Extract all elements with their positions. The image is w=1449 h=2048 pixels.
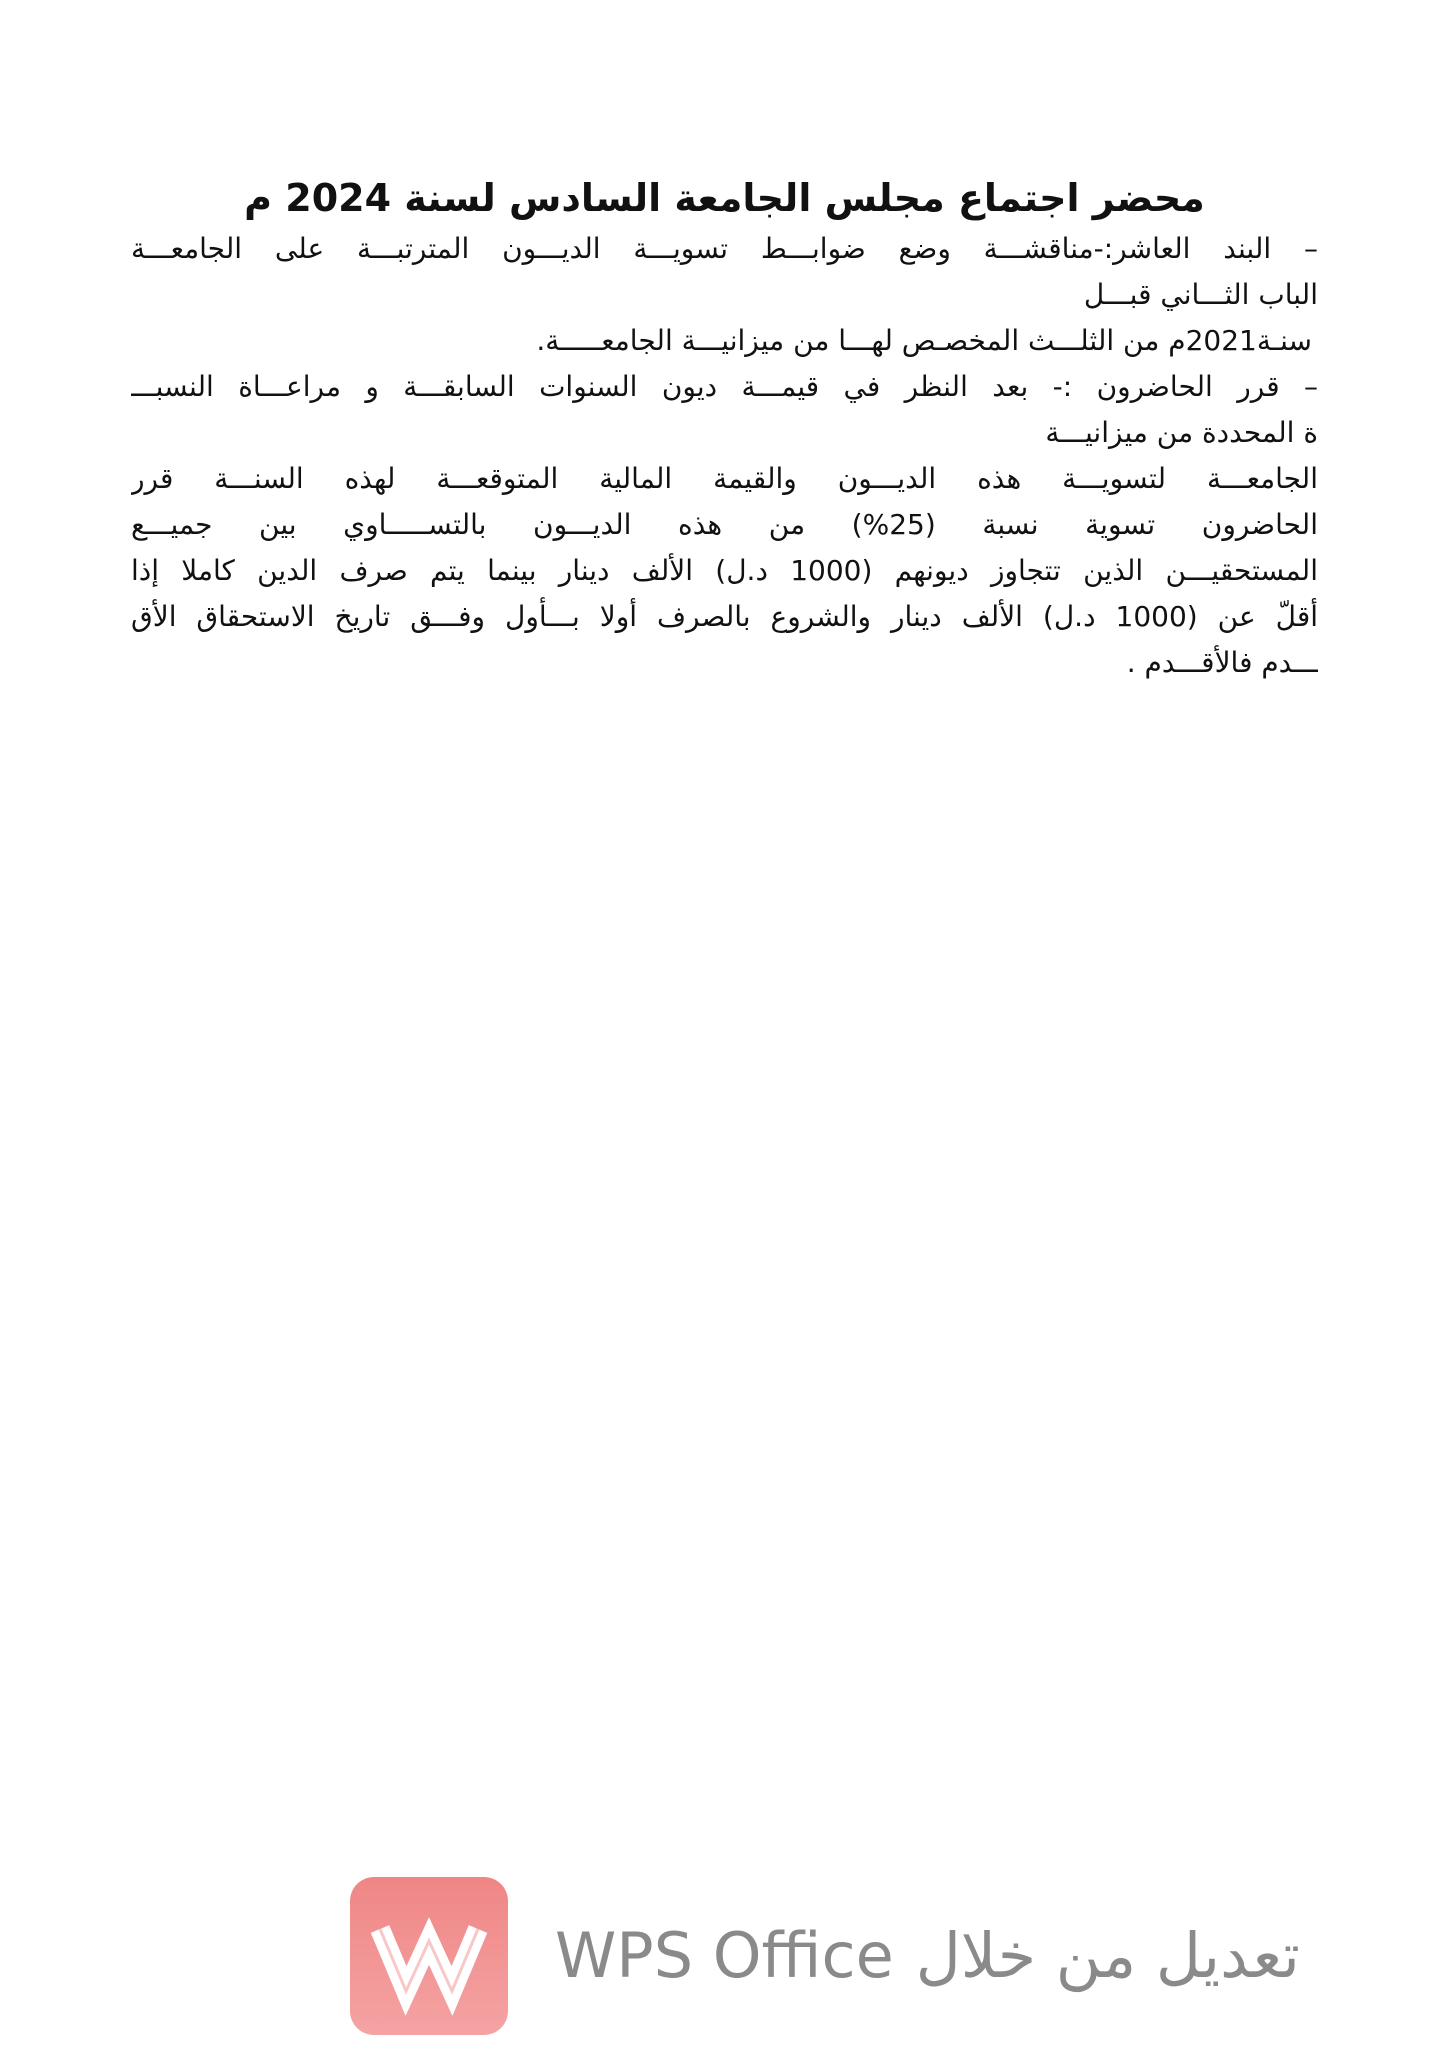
body-line: المستحقيـــن الذين تتجاوز ديونهم (1000 د.ل) الألف دينار بينما يتم صرف الدين كاملا إذا: [131, 554, 1318, 587]
wps-logo-icon: [350, 1877, 508, 2035]
watermark-prefix: تعديل من خلال: [915, 1919, 1300, 1992]
body-line: سنـة2021م من الثلـــث المخصـص لهـــا من ميزانيـــة الجامعـــــة.: [536, 324, 1312, 357]
body-line: ة المحددة من ميزانيـــة: [1045, 416, 1318, 449]
body-line: الحاضرون تسوية نسبة (25%) من هذه الديـــون بالتســـــاوي بين جميـــع: [131, 508, 1318, 541]
body-line: – قرر الحاضرون :- بعد النظر في قيمـــة ديون السنوات السابقـــة و مراعـــاة النسبـــ: [131, 370, 1318, 403]
body-line: ـــدم فالأقـــدم .: [1126, 646, 1318, 679]
body-line: – البند العاشر:-مناقشـــة وضع ضوابـــط تسويـــة الديـــون المترتبـــة على الجامعـــة: [131, 232, 1318, 265]
watermark-text: [555, 1913, 1355, 1999]
document-body: [131, 226, 1318, 686]
body-line: الجامعـــة لتسويـــة هذه الديـــون والقيمة المالية المتوقعـــة لهذه السنـــة قرر: [131, 462, 1318, 495]
wps-watermark: [350, 1877, 1360, 2037]
watermark-brand: WPS Office: [555, 1919, 894, 1992]
document-title: محضر اجتماع مجلس الجامعة السادس لسنة 2024 م: [244, 176, 1205, 220]
body-line: أقلّ عن (1000 د.ل) الألف دينار والشروع بالصرف أولا بـــأول وفـــق تاريخ الاستحقاق الأق: [131, 600, 1318, 633]
body-line: الباب الثـــاني قبـــل: [1083, 278, 1318, 311]
